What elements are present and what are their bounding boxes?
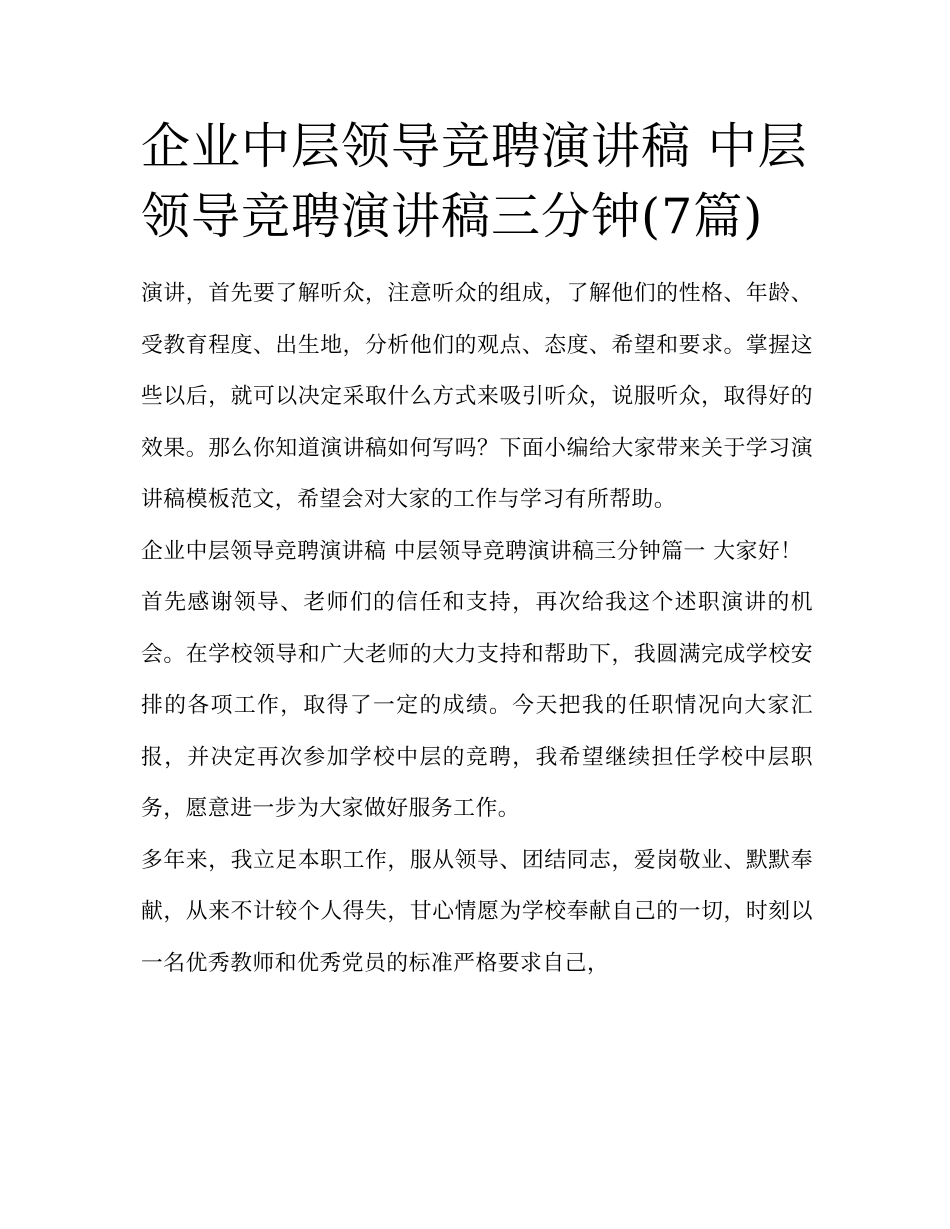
paragraph-intro: 演讲，首先要了解听众，注意听众的组成，了解他们的性格、年龄、受教育程度、出生地，分析他们的观点、态度、希望和要求。掌握这些以后，就可以决定采取什么方式来吸引听众，说服听众，取得好的效果。那么你知道演讲稿如何写吗？下面小编给大家带来关于学习演讲稿模板范文，希望会对大家的工作与学习有所帮助。 xyxy=(141,281,813,512)
document-title: 企业中层领导竞聘演讲稿 中层领导竞聘演讲稿三分钟(7篇) xyxy=(141,118,808,245)
document-body xyxy=(141,268,813,989)
paragraph-section-heading: 企业中层领导竞聘演讲稿 中层领导竞聘演讲稿三分钟篇一 大家好！ xyxy=(141,538,803,564)
document-content xyxy=(141,112,813,989)
paragraph-thanks: 首先感谢领导、老师们的信任和支持，再次给我这个述职演讲的机会。在学校领导和广大老师的大力支持和帮助下，我圆满完成学校安排的各项工作，取得了一定的成绩。今天把我的任职情况向大家汇报，并决定再次参加学校中层的竞聘，我希望继续担任学校中层职务，愿意进一步为大家做好服务工作。 xyxy=(141,590,813,821)
paragraph-years: 多年来，我立足本职工作，服从领导、团结同志，爱岗敬业、默默奉献，从来不计较个人得失，甘心情愿为学校奉献自己的一切，时刻以一名优秀教师和优秀党员的标准严格要求自己， xyxy=(141,847,813,976)
